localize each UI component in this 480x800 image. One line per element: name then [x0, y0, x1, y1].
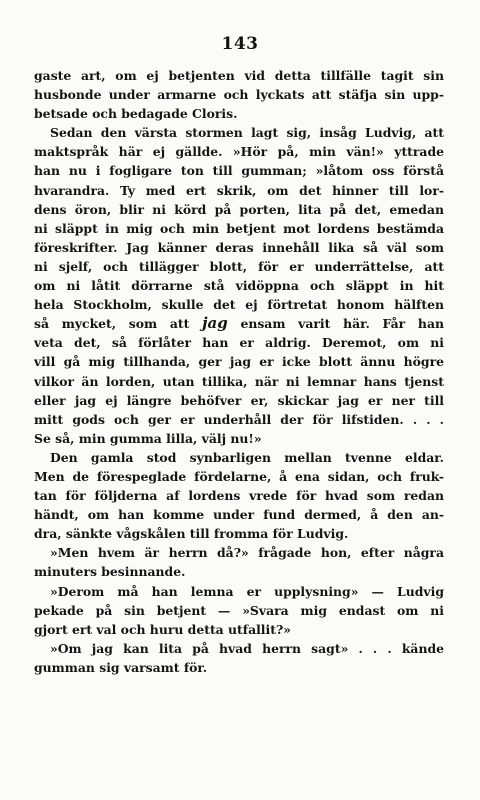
text-line: hela Stockholm, skulle det ej förtretat honom hälften: [34, 297, 444, 313]
body-text: [34, 66, 444, 677]
text-line: pekade på sin betjent — »Svara mig endast om ni: [34, 602, 444, 618]
text-line: Den gamla stod synbarligen mellan tvenne eldar.: [50, 449, 444, 465]
text-line: om ni låtit dörrarne stå vidöppna och släppt in hit: [34, 278, 444, 294]
text-line: gaste art, om ej betjenten vid detta tillfälle tagit sin: [34, 68, 444, 83]
text-line: »Men hvem är herrn då?» frågade hon, efter några: [50, 545, 444, 561]
text-line: gjort ert val och huru detta utfallit?»: [34, 621, 291, 637]
text-line: vill gå mig tillhanda, ger jag er icke blott ännu högre: [34, 354, 444, 370]
text-line: »Om jag kan lita på hvad herrn sagt» . . . kände: [50, 640, 444, 656]
text-line: vilkor än lorden, utan tillika, när ni lemnar hans tjenst: [34, 373, 444, 389]
text-line: Sedan den värsta stormen lagt sig, insåg Ludvig, att: [50, 125, 444, 141]
text-segment: så mycket, som att: [34, 316, 203, 332]
text-line: ni släppt in mig och min betjent mot lordens bestämda: [34, 220, 444, 236]
text-line: Men de förespeglade fördelarne, å ena sidan, och fruk-: [34, 468, 444, 484]
text-line: »Derom må han lemna er upplysning» — Ludvig: [50, 583, 444, 599]
text-line: minuters besinnande.: [34, 564, 186, 580]
text-line: händt, om han komme under fund dermed, å den an-: [34, 507, 444, 523]
text-line: hvarandra. Ty med ert skrik, om det hinner till lor-: [34, 182, 444, 198]
text-line: ni sjelf, och tillägger blott, för er underrättelse, att: [34, 258, 444, 274]
text-line: gumman sig varsamt för.: [34, 659, 208, 675]
text-line: betsade och bedagade Cloris.: [34, 106, 238, 122]
text-line: husbonde under armarne och lyckats att stäfja sin upp-: [34, 87, 444, 103]
emphasized-word: jag: [202, 314, 228, 333]
text-line: föreskrifter. Jag känner deras innehåll lika så väl som: [34, 239, 444, 255]
text-line: han nu i fogligare ton till gumman; »låtom oss förstå: [34, 163, 444, 179]
text-line: maktspråk här ej gällde. »Hör på, min vän!» yttrade: [34, 144, 444, 160]
page-number: 143: [221, 34, 259, 54]
text-line: mitt gods och ger er underhåll der för lifstiden. . . .: [34, 411, 444, 427]
text-line: [34, 314, 444, 333]
text-line: Se så, min gumma lilla, välj nu!»: [34, 430, 262, 446]
text-line: dra, sänkte vågskålen till fromma för Ludvig.: [34, 526, 349, 542]
text-line: tan för följderna af lordens vrede för hvad som redan: [34, 488, 444, 504]
text-line: eller jag ej längre behöfver er, skickar jag er ner till: [34, 392, 444, 408]
text-line: dens öron, blir ni körd på porten, lita på det, emedan: [34, 201, 444, 217]
text-line: veta det, så förlåter han er aldrig. Deremot, om ni: [34, 335, 444, 351]
text-segment: ensam varit här. Får han: [227, 316, 444, 332]
